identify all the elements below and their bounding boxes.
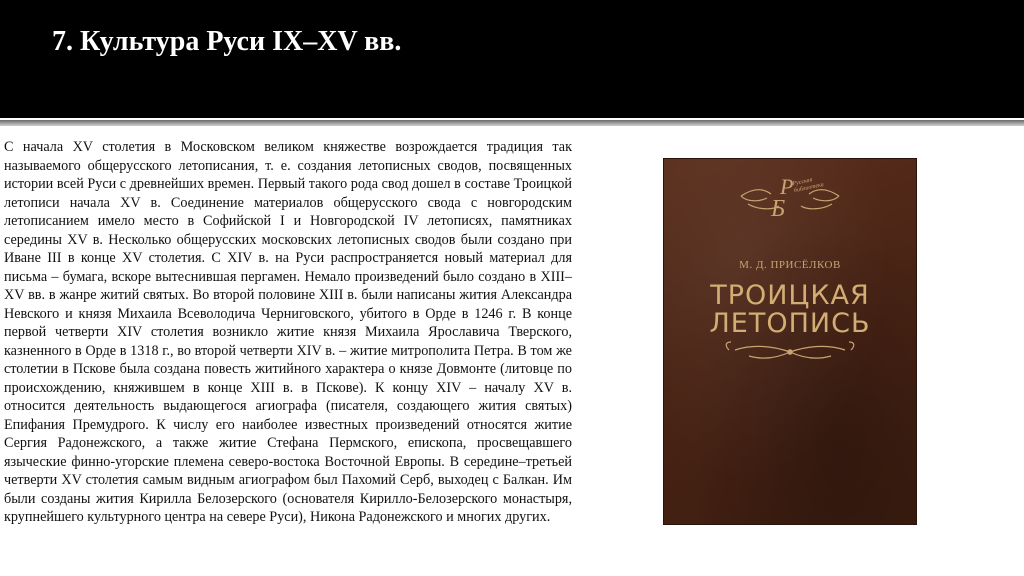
book-title: [663, 282, 917, 338]
book-title-line-2: ЛЕТОПИСЬ: [709, 308, 871, 339]
body-paragraph: С начала XV столетия в Московском великом княжестве возрождается традиция так называемого общерусского летописания, т. е. создания летописных сводов, посвященных истории всей Руси с древнейших времен. Первый такого рода свод дошел в составе Троицкой летописи начала XV в. Соединение материалов общерусского свода с новгородским летописанием имело место в Софийской I и Новгородской IV летописях, памятниках середины XV в. Несколько общерусских московских летописных сводов были создано при Иване III в конце XV столетия. С XIV в. на Руси распространяется новый материал для письма – бумага, вскоре вытеснившая пергамен. Немало произведений было создано в XIII–XV вв. в жанре житий святых. Во второй половине XIII в. были написаны жития Александра Невского и князя Михаила Всеволодича Черниговского, убитого в Орде в 1246 г. В конце первой четверти XIV столетия возникло житие князя Михаила Ярославича Тверского, казненного в Орде в 1318 г., во второй четверти XIV в. – житие митрополита Петра. В том же столетии в Пскове была создана повесть житийного характера о князе Довмонте (литовце по происхождению, княжившем в конце XIII в. в Пскове). К концу XIV – началу XV в. относится деятельность выдающегося агиографа (писателя, создающего жития святых) Епифания Премудрого. К числу его наиболее известных произведений относятся житие Сергия Радонежского, а также житие Стефана Пермского, епископа, просвещавшего языческие финно-угорские племена северо-востока Восточной Европы. В середине–третьей четверти XV столетия самым видным агиографом был Пахомий Серб, выходец с Балкан. Им были созданы жития Кирилла Белозерского (основателя Кирилло-Белозерского монастыря, крупнейшего культурного центра на севере Руси), Никона Радонежского и многих других.: [4, 139, 572, 525]
header-band: [0, 0, 1024, 118]
slide-title: 7. Культура Руси IX–XV вв.: [52, 26, 402, 57]
logo-letter-r: Р: [780, 174, 794, 199]
book-author: М. Д. ПРИСЁЛКОВ: [739, 259, 841, 271]
logo-letter-b: Б: [771, 196, 786, 222]
book-cover-image: [663, 158, 917, 525]
book-title-line-1: ТРОИЦКАЯ: [710, 280, 870, 311]
book-ornaments: [663, 158, 917, 525]
logo-caption: Русская библиотека: [792, 177, 825, 195]
bottom-ornament: [726, 342, 854, 358]
header-divider: [0, 120, 1024, 126]
